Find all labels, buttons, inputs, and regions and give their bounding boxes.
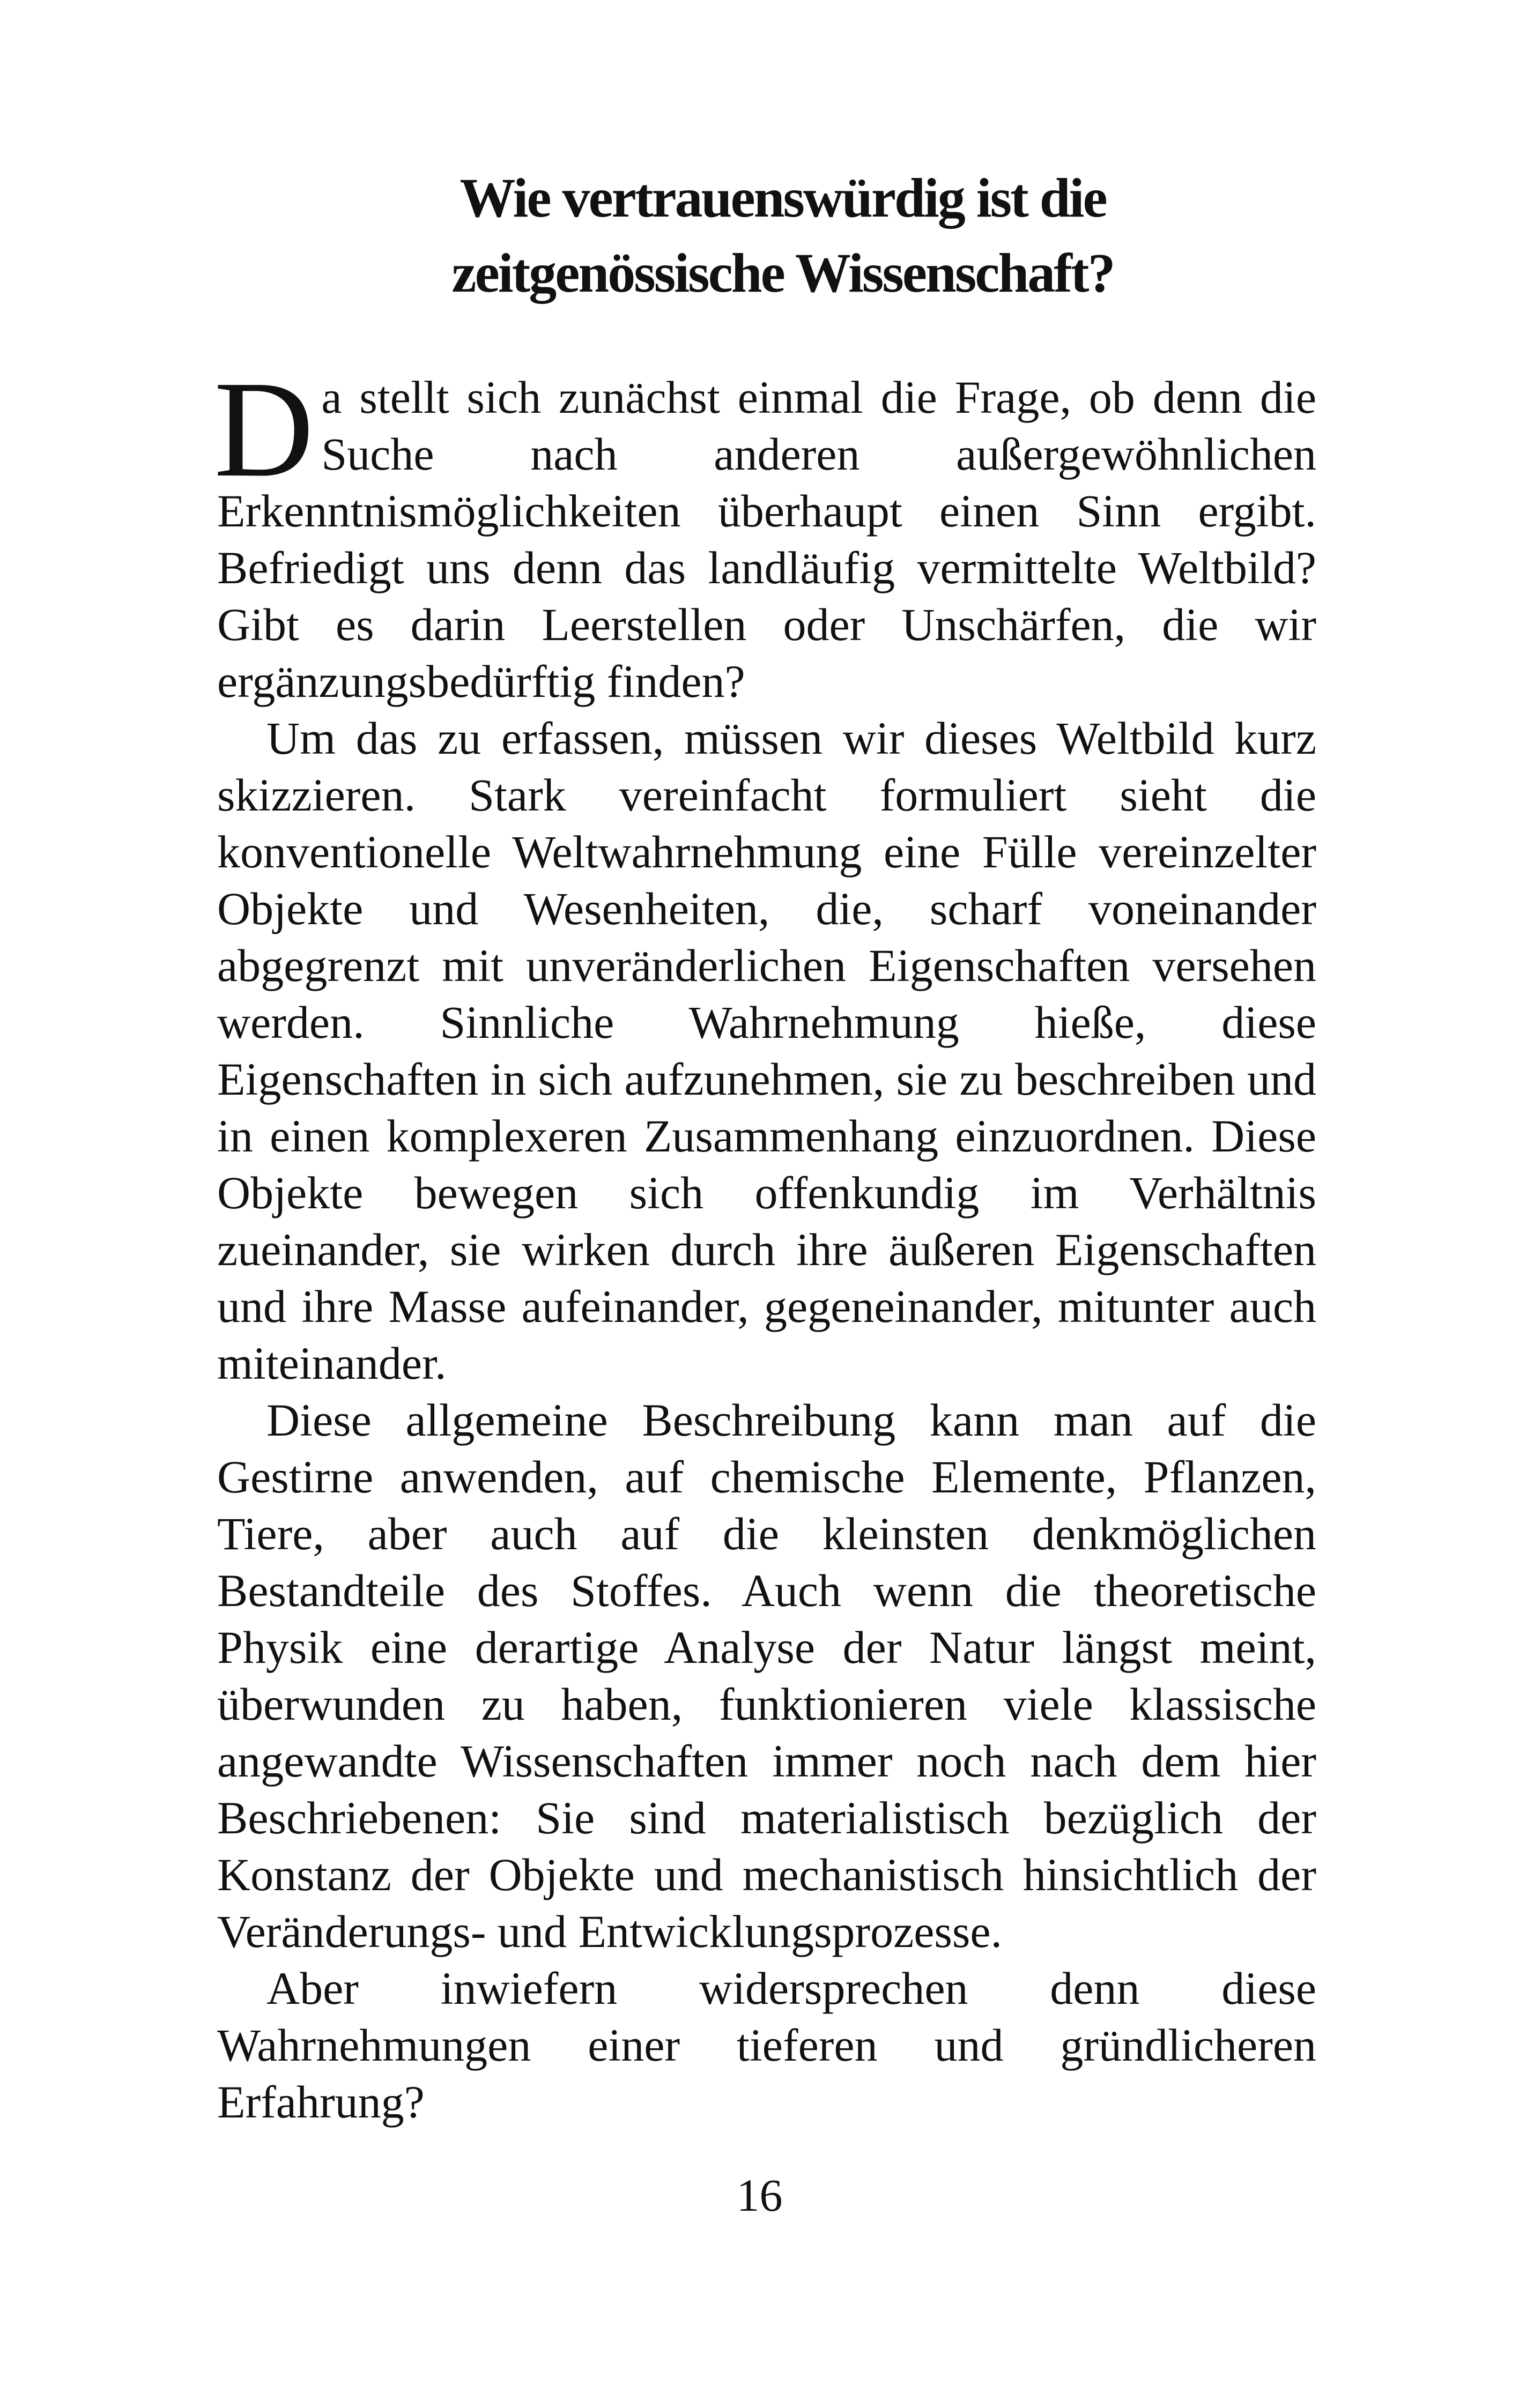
paragraph-1 [214,352,1316,710]
paragraph-2-text: Um das zu erfassen, müssen wir dieses Weltbild kurz skizzieren. Stark vereinfacht formuliert sieht die konventionelle Weltwahrnehmung eine Fülle vereinzelter Objekte und Wesenheiten, die, scharf voneinander abgegrenzt mit unveränderlichen Eigenschaften versehen werden. Sinnliche Wahrnehmung hieße, diese Eigenschaften in sich aufzunehmen, sie zu beschreiben und in einen komplexeren Zusammenhang einzuordnen. Diese Objekte bewegen sich offenkundig im Verhältnis zueinander, sie wirken durch ihre äußeren Eigenschaften und ihre Masse aufeinander, gegeneinander, mitunter auch miteinander. [217,712,1316,1389]
chapter-heading [407,161,1158,311]
page-number: 16 [736,2169,783,2221]
paragraph-2 [217,710,1316,1392]
paragraph-1-text: a stellt sich zunächst einmal die Frage, ob denn die Suche nach anderen außergewöhnlichen Erkenntnismöglichkeiten überhaupt einen Sinn ergibt. Befriedigt uns denn das landläufig vermittelte Weltbild? Gibt es darin Leerstellen oder Unschärfen, die wir ergänzungsbedürftig finden? [217,371,1316,707]
paragraph-4 [217,1960,1316,2130]
drop-cap: D [214,352,314,506]
paragraph-4-text: Aber inwiefern widersprechen denn diese Wahrnehmungen einer tieferen und gründlicheren Erfahrung? [217,1963,1316,2128]
paragraph-3-text: Diese allgemeine Beschreibung kann man auf die Gestirne anwenden, auf chemische Elemente, Pflanzen, Tiere, aber auch auf die kleinsten denkmöglichen Bestandteile des Stoffes. Auch wenn die theoretische Physik eine derartige Analyse der Natur längst meint, überwunden zu haben, funktionieren viele klassische angewandte Wissenschaften immer noch nach dem hier Beschriebenen: Sie sind materialistisch bezüglich der Konstanz der Objekte und mechanistisch hinsichtlich der Veränderungs- und Entwicklungsprozesse. [217,1394,1316,1957]
chapter-heading-line-2: zeitgenössische Wissenschaft? [451,242,1114,304]
body-text [214,352,1316,2130]
paragraph-3 [217,1392,1316,1960]
chapter-heading-line-1: Wie vertrauenswürdig ist die [460,167,1106,229]
